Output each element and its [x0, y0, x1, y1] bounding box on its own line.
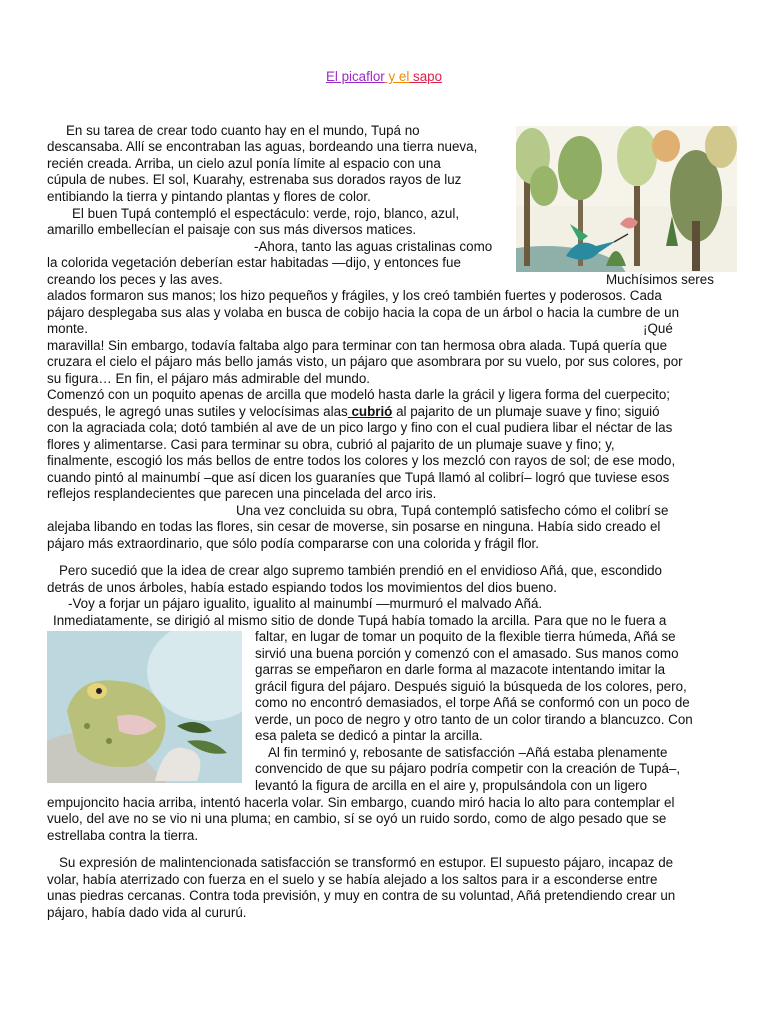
text-line: descansaba. Allí se encontraban las aguas, bordeando una tierra nueva,	[47, 139, 478, 154]
text-line: alejaba libando en todas las flores, sin cesar de moverse, sin posarse en ninguna. Había sido creado el	[47, 519, 661, 534]
text-line: maravilla! Sin embargo, todavía faltaba algo para terminar con tan hermosa obra alada. Tupá quería que	[47, 338, 668, 353]
text-line: En su tarea de crear todo cuanto hay en el mundo, Tupá no	[66, 123, 420, 138]
text-line: cruzara el cielo el pájaro más bello jamás visto, un pájaro que asombrara por su vuelo, por sus colores, por	[47, 354, 683, 369]
text-line: convencido de que su pájaro podría competir con la creación de Tupá–,	[255, 761, 681, 776]
text-line: grácil figura del pájaro. Después siguió la búsqueda de los colores, pero,	[255, 679, 687, 694]
document-title	[0, 69, 768, 84]
text-line: vuelo, del ave no se vio ni una pluma; en cambio, sí se oyó un ruido sordo, como de algo pesado que se	[47, 811, 667, 826]
text-line: alados formaron sus manos; los hizo pequeños y frágiles, y los creó también fuertes y poderosos. Cada	[47, 288, 662, 303]
text-line: como no encontró demasiados, el torpe Añá se conformó con un poco de	[255, 695, 690, 710]
text-line: volar, había aterrizado con fuerza en el suelo y se había alejado a los saltos para ir a esconderse entre	[47, 872, 658, 887]
text-line	[47, 404, 660, 420]
text-line: unas piedras cercanas. Contra toda previsión, y muy en contra de su voluntad, Añá pretendiendo crear un	[47, 888, 676, 903]
text-line: cúpula de nubes. El sol, Kuarahy, estrenaba sus dorados rayos de luz	[47, 172, 462, 187]
text-line: Comenzó con un poquito apenas de arcilla que modeló hasta darle la grácil y ligera forma del cuerpecito;	[47, 387, 671, 402]
text-line: pájaro más extraordinario, que sólo podía compararse con una colorida y frágil flor.	[47, 536, 540, 551]
text-line: flores y alimentarse. Casi para terminar su obra, cubrió al pajarito de un plumaje suave y fino; y,	[47, 437, 615, 452]
text-line: estrellaba contra la tierra.	[47, 828, 199, 843]
text-line: ¡Qué	[643, 321, 673, 336]
title-part-1[interactable]: El picaflor	[325, 69, 385, 84]
text-line: entibiando la tierra y pintando plantas y flores de color.	[47, 189, 371, 204]
text-line: Inmediatamente, se dirigió al mismo sitio de donde Tupá había tomado la arcilla. Para que no le fuera a	[53, 613, 667, 628]
text-line: Su expresión de malintencionada satisfacción se transformó en estupor. El supuesto pájaro, incapaz de	[59, 855, 674, 870]
text-line: Al fin terminó y, rebosante de satisfacción –Añá estaba plenamente	[268, 745, 668, 760]
link-cubrio[interactable]: cubrió	[347, 404, 393, 419]
text-line: Muchísimos seres	[606, 272, 714, 287]
text-line: esa paleta se dedicó a pintar la arcilla.	[255, 728, 483, 743]
text-line: Una vez concluida su obra, Tupá contempló satisfecho cómo el colibrí se	[236, 503, 669, 518]
text-line: pájaro desplegaba sus alas y volaba en busca de cobijo hacia la copa de un árbol o hacia la cumbre de un	[47, 305, 680, 320]
text-line: levantó la figura de arcilla en el aire y, propulsándola con un ligero	[255, 778, 648, 793]
title-part-2[interactable]: y el	[384, 69, 410, 84]
text-line: cuando pintó al mainumbí –que así dicen los guaraníes que Tupá llamó al colibrí– logró que tuviese esos	[47, 470, 670, 485]
text-line: creando los peces y las aves.	[47, 272, 223, 287]
text-line: recién creada. Arriba, un cielo azul ponía límite al espacio con una	[47, 156, 441, 171]
text-line: la colorida vegetación deberían estar habitadas —dijo, y entonces fue	[47, 255, 461, 270]
text-segment: después, le agregó unas sutiles y velocísimas alas	[47, 404, 348, 419]
text-line: monte.	[47, 321, 88, 336]
text-line: verde, un poco de negro y otro tanto de un color tirando a blancuzco. Con	[255, 712, 693, 727]
text-line: faltar, en lugar de tomar un poquito de la flexible tierra húmeda, Añá se	[255, 629, 676, 644]
hummingbird-illustration	[516, 126, 737, 272]
toad-illustration	[47, 631, 242, 783]
text-line: reflejos resplandecientes que parecen una pincelada del arco iris.	[47, 486, 437, 501]
text-line: amarillo embellecían el paisaje con sus más diversos matices.	[47, 222, 417, 237]
text-line: garras se empeñaron en darle forma al mazacote intentando imitar la	[255, 662, 666, 677]
text-segment: al pajarito de un plumaje suave y fino; siguió	[392, 404, 660, 419]
text-line: -Voy a forjar un pájaro igualito, igualito al mainumbí —murmuró el malvado Añá.	[68, 596, 543, 611]
text-line: su figura… En fin, el pájaro más admirable del mundo.	[47, 371, 371, 386]
text-line: empujoncito hacia arriba, intentó hacerla volar. Sin embargo, cuando miró hacia lo alto para contemplar el	[47, 795, 675, 810]
text-line: con la agraciada cola; dotó también al ave de un pico largo y fino con el cual pudiera libar el néctar de las	[47, 420, 673, 435]
text-line: pájaro, había dado vida al cururú.	[47, 905, 247, 920]
text-line: finalmente, escogió los más bellos de entre todos los colores y los mezcló con rayos de sol; de ese modo,	[47, 453, 676, 468]
text-line: detrás de unos árboles, había estado espiando todos los movimientos del dios bueno.	[47, 580, 557, 595]
text-line: -Ahora, tanto las aguas cristalinas como	[254, 239, 493, 254]
text-line: El buen Tupá contempló el espectáculo: verde, rojo, blanco, azul,	[72, 206, 460, 221]
title-part-3[interactable]: sapo	[409, 69, 443, 84]
text-line: sirvió una buena porción y comenzó con el amasado. Sus manos como	[255, 646, 679, 661]
text-line: Pero sucedió que la idea de crear algo supremo también prendió en el envidioso Añá, que, escondido	[59, 563, 662, 578]
